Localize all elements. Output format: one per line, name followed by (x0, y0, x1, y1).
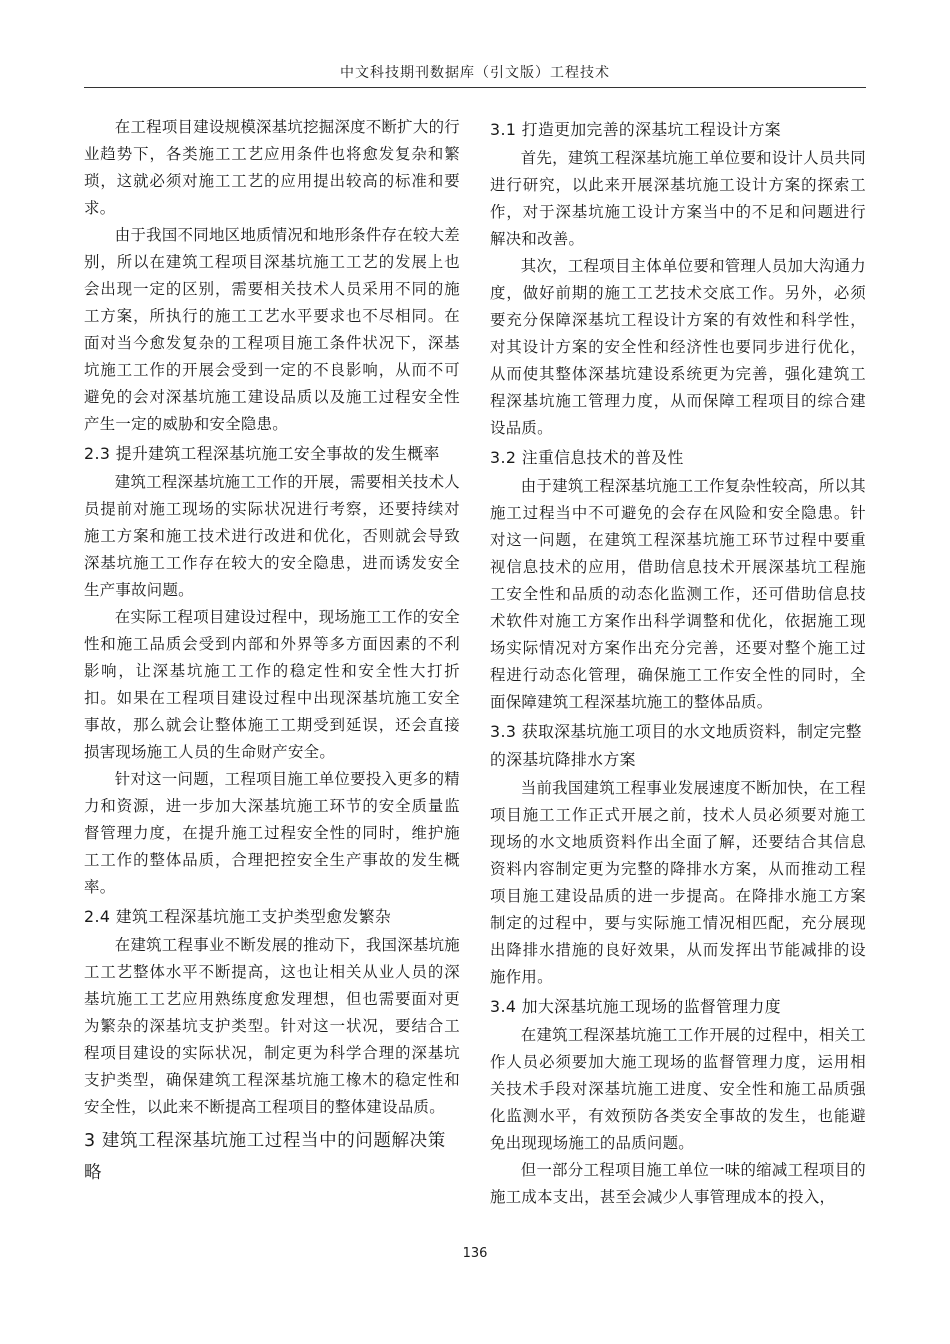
journal-header: 中文科技期刊数据库（引文版）工程技术 (340, 65, 610, 81)
paragraph: 其次，工程项目主体单位要和管理人员加大沟通力度，做好前期的施工工艺技术交底工作。另外，必须要充分保障深基坑工程设计方案的有效性和科学性，对其设计方案的安全性和经济性也要同步进行优化，从而使其整体深基坑建设系统更为完善，强化建筑工程深基坑施工管理力度，从而保障工程项目的综合建设品质。 (490, 257, 866, 437)
page-number: 136 (462, 1246, 488, 1261)
paragraph: 由于我国不同地区地质情况和地形条件存在较大差别，所以在建筑工程项目深基坑施工工艺的发展上也会出现一定的区别，需要相关技术人员采用不同的施工方案，所执行的施工工艺水平要求也不尽相同。在面对当今愈发复杂的工程项目施工条件状况下，深基坑施工工作的开展会受到一定的不良影响，从而不可避免的会对深基坑施工建设品质以及施工过程安全性产生一定的威胁和安全隐患。 (84, 226, 460, 433)
header-divider (84, 87, 866, 88)
paragraph: 当前我国建筑工程事业发展速度不断加快，在工程项目施工工作正式开展之前，技术人员必须要对施工现场的水文地质资料作出全面了解，还要结合其信息资料内容制定更为完整的降排水方案，从而推动工程项目施工建设品质的进一步提高。在降排水施工方案制定的过程中，要与实际施工情况相匹配，充分展现出降排水措施的良好效果，从而发挥出节能减排的设施作用。 (490, 779, 866, 986)
paragraph: 针对这一问题，工程项目施工单位要投入更多的精力和资源，进一步加大深基坑施工环节的安全质量监督管理力度，在提升施工过程安全性的同时，维护施工工作的整体品质，合理把控安全生产事故的发生概率。 (84, 770, 460, 896)
left-column (84, 114, 460, 1189)
section-heading-2-4: 2.4 建筑工程深基坑施工支护类型愈发繁杂 (84, 907, 392, 926)
section-heading-3-1: 3.1 打造更加完善的深基坑工程设计方案 (490, 120, 781, 139)
paragraph: 在实际工程项目建设过程中，现场施工工作的安全性和施工品质会受到内部和外界等多方面因素的不利影响，让深基坑施工工作的稳定性和安全性大打折扣。如果在工程项目建设过程中出现深基坑施工安全事故，那么就会让整体施工工期受到延误，还会直接损害现场施工人员的生命财产安全。 (84, 608, 460, 761)
paragraph: 由于建筑工程深基坑施工工作复杂性较高，所以其施工过程当中不可避免的会存在风险和安全隐患。针对这一问题，在建筑工程深基坑施工环节过程中要重视信息技术的应用，借助信息技术开展深基坑工程施工安全性和品质的动态化监测工作，还可借助信息技术软件对施工方案作出科学调整和优化，依据施工现场实际情况对方案作出充分完善，还要对整个施工过程进行动态化管理，确保施工工作安全性的同时，全面保障建筑工程深基坑施工的整体品质。 (490, 477, 866, 711)
section-heading-3-2: 3.2 注重信息技术的普及性 (490, 448, 684, 467)
paragraph: 在工程项目建设规模深基坑挖掘深度不断扩大的行业趋势下，各类施工工艺应用条件也将愈发复杂和繁琐，这就必须对施工工艺的应用提出较高的标准和要求。 (84, 118, 460, 217)
paragraph: 首先，建筑工程深基坑施工单位要和设计人员共同进行研究，以此来开展深基坑施工设计方案的探索工作，对于深基坑施工设计方案当中的不足和问题进行解决和改善。 (490, 149, 866, 248)
paragraph: 在建筑工程事业不断发展的推动下，我国深基坑施工工艺整体水平不断提高，这也让相关从业人员的深基坑施工工艺应用熟练度愈发理想，但也需要面对更为繁杂的深基坑支护类型。针对这一状况，要结合工程项目建设的实际状况，制定更为科学合理的深基坑支护类型，确保建筑工程深基坑施工橡木的稳定性和安全性，以此来不断提高工程项目的整体建设品质。 (84, 936, 460, 1116)
section-heading-3: 3 建筑工程深基坑施工过程当中的问题解决策略 (84, 1131, 446, 1183)
paragraph: 建筑工程深基坑施工工作的开展，需要相关技术人员提前对施工现场的实际状况进行考察，还要持续对施工方案和施工技术进行改进和优化，否则就会导致深基坑施工工作存在较大的安全隐患，进而诱发安全生产事故问题。 (84, 473, 460, 599)
paragraph: 但一部分工程项目施工单位一味的缩减工程项目的施工成本支出，甚至会减少人事管理成本的投入， (490, 1161, 866, 1206)
section-heading-3-3: 3.3 获取深基坑施工项目的水文地质资料，制定完整的深基坑降排水方案 (490, 722, 862, 769)
section-heading-3-4: 3.4 加大深基坑施工现场的监督管理力度 (490, 997, 781, 1016)
right-column (490, 114, 866, 1211)
section-heading-2-3: 2.3 提升建筑工程深基坑施工安全事故的发生概率 (84, 444, 440, 463)
paragraph: 在建筑工程深基坑施工工作开展的过程中，相关工作人员必须要加大施工现场的监督管理力度，运用相关技术手段对深基坑施工进度、安全性和施工品质强化监测水平，有效预防各类安全事故的发生，也能避免出现现场施工的品质问题。 (490, 1026, 866, 1152)
